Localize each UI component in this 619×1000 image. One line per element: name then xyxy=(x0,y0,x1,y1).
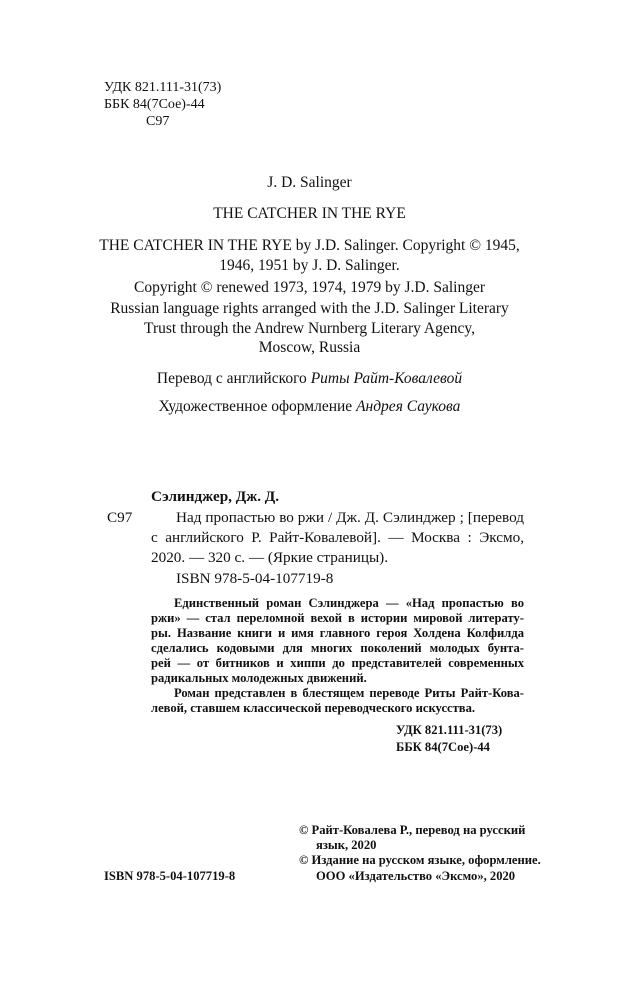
copyright-edition: © Издание на русском языке, оформление. xyxy=(299,853,541,867)
copyright-translation-year: язык, 2020 xyxy=(316,838,377,852)
footer-isbn: ISBN 978-5-04-107719-8 xyxy=(104,869,236,883)
translation-label: Перевод с английского xyxy=(156,370,307,387)
copyright-line: THE CATCHER IN THE RYE by J.D. Salinger. Copyright © 1945, xyxy=(99,237,520,254)
copyright-translation: © Райт-Ковалева Р., перевод на русский xyxy=(299,823,526,837)
designer-name: Андрея Саукова xyxy=(356,398,461,415)
translator-name: Риты Райт-Ковалевой xyxy=(310,370,463,387)
copyright-line: 1946, 1951 by J. D. Salinger. xyxy=(219,257,400,274)
annotation-line: сделались кодовыми для многих поколений молодых бунта- xyxy=(151,641,524,655)
translation-credit xyxy=(0,368,619,390)
catalog-heading: Сэлинджер, Дж. Д. xyxy=(151,488,280,505)
annotation-line: Единственный роман Сэлинджера — «Над пропастью во xyxy=(174,596,524,610)
author-name: J. D. Salinger xyxy=(267,174,352,191)
author-mark: С97 xyxy=(146,114,170,129)
rights-line: Trust through the Andrew Nurnberg Literary Agency, xyxy=(144,320,475,337)
udk-index-bottom: УДК 821.111-31(73) xyxy=(396,723,503,737)
annotation-line: ры. Название книги и имя главного героя Холдена Колфилда xyxy=(151,626,524,640)
udk-index: УДК 821.111-31(73) xyxy=(104,80,222,95)
rights-line: Moscow, Russia xyxy=(258,339,361,356)
book-title: THE CATCHER IN THE RYE xyxy=(213,205,406,222)
annotation-line: левой, ставшем классической переводческого искусства. xyxy=(151,701,476,715)
copyright-line: Copyright © renewed 1973, 1974, 1979 by J.D. Salinger xyxy=(133,279,485,296)
catalog-line: 2020. — 320 с. — (Яркие страницы). xyxy=(151,549,389,566)
annotation-line: рей — от битников и хиппи до представителей современных xyxy=(151,656,524,670)
catalog-line: Над пропастью во ржи / Дж. Д. Сэлинджер ; [перевод xyxy=(176,509,524,526)
design-credit xyxy=(0,396,619,418)
copyright-publisher: ООО «Издательство «Эксмо», 2020 xyxy=(316,869,516,883)
annotation-line: ржи» — стал переломной вехой в истории мировой литерату- xyxy=(151,611,524,625)
bbk-index-bottom: ББК 84(7Сое)-44 xyxy=(396,740,490,754)
catalog-isbn: ISBN 978-5-04-107719-8 xyxy=(176,570,334,587)
bbk-index: ББК 84(7Сое)-44 xyxy=(104,97,205,112)
annotation-line: радикальных молодежных движений. xyxy=(151,671,367,685)
catalog-line: с английского Р. Райт-Ковалевой]. — Москва : Эксмо, xyxy=(151,529,524,546)
rights-line: Russian language rights arranged with the J.D. Salinger Literary xyxy=(110,300,509,317)
catalog-mark: С97 xyxy=(107,509,133,526)
design-label: Художественное оформление xyxy=(158,398,353,415)
annotation-line: Роман представлен в блестящем переводе Риты Райт-Кова- xyxy=(174,686,524,700)
